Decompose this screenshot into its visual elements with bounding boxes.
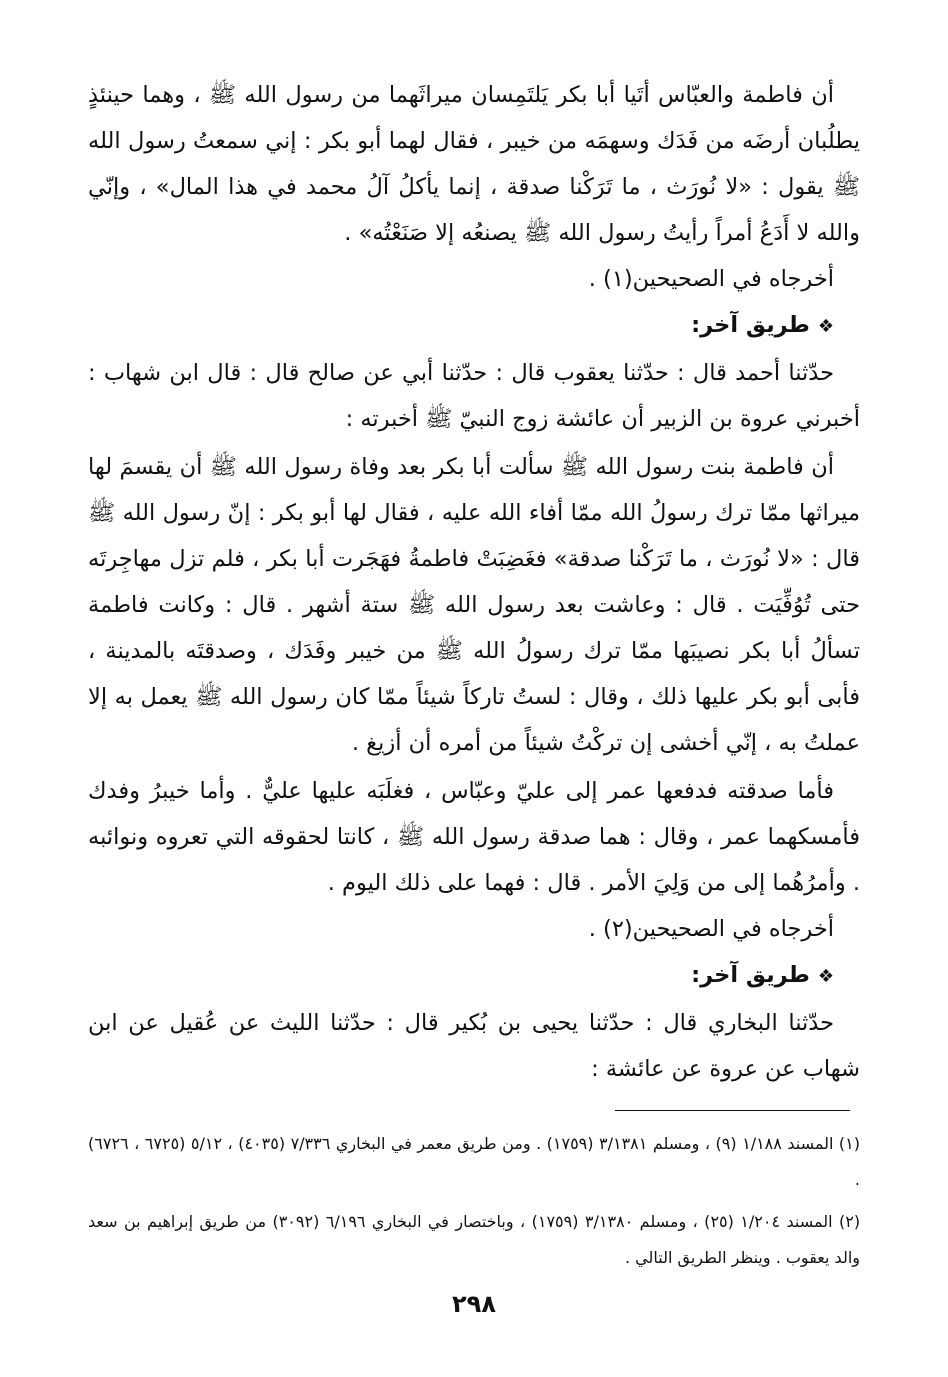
paragraph-2: أخرجاه في الصحيحين(١) . [588, 266, 834, 292]
heading-text: طريق آخر: [691, 962, 810, 988]
main-text [88, 72, 860, 1092]
diamond-bullet-icon: ❖ [817, 316, 834, 337]
paragraph-7: حدّثنا البخاري قال : حدّثنا يحيى بن بُكير قال : حدّثنا الليث عن عُقيل عن ابن شهاب عن عروة عن عائشة : [88, 1010, 860, 1082]
paragraph-6: أخرجاه في الصحيحين(٢) . [588, 916, 834, 942]
heading-text: طريق آخر: [691, 312, 810, 338]
footnote-divider [615, 1110, 850, 1111]
paragraph-5: فأما صدقته فدفعها عمر إلى عليّ وعبّاس ، فغلَبَه عليها عليٌّ . وأما خيبرُ وفدك فأمسكهما عمر ، وقال : هما صدقة رسول الله ﷺ ، كانتا لحقوقه التي تعروه ونوائبه . وأمرُهُما إلى من وَلِيَ الأمر . قال : فهما على ذلك اليوم . [88, 778, 860, 896]
footnotes [88, 1126, 860, 1282]
section-heading-1 [88, 302, 860, 350]
paragraph-4: أن فاطمة بنت رسول الله ﷺ سألت أبا بكر بعد وفاة رسول الله ﷺ أن يقسمَ لها ميراثها ممّا ترك رسولُ الله ممّا أفاء الله عليه ، فقال لها أبو بكر : إنّ رسول الله ﷺ قال : «لا نُورَث ، ما تَرَكْنا صدقة» فغَضِبَتْ فاطمةُ فهَجَرت أبا بكر ، فلم تزل مهاجِرتَه حتى تُوُفِّيَت . قال : وعاشت بعد رسول الله ﷺ ستة أشهر . قال : وكانت فاطمة تسألُ أبا بكر نصيبَها ممّا ترك رسولُ الله ﷺ من خيبر وفَدَك ، وصدقتَه بالمدينة ، فأبى أبو بكر عليها ذلك ، وقال : لستُ تاركاً شيئاً ممّا كان رسول الله ﷺ يعمل به إلا عملتُ به ، إنّي أخشى إن تركْتُ شيئاً من أمره أن أزيغ . [88, 454, 860, 756]
paragraph-1: أن فاطمة والعبّاس أتَيا أبا بكر يَلتَمِسان ميراثَهما من رسول الله ﷺ ، وهما حينئذٍ يطلُبان أرضَه من فَدَك وسهمَه من خيبر ، فقال لهما أبو بكر : إني سمعتُ رسول الله ﷺ يقول : «لا نُورَث ، ما تَرَكْنا صدقة ، إنما يأكلُ آلُ محمد في هذا المال» ، وإنّي والله لا أَدَعُ أمراً رأيتُ رسول الله ﷺ يصنعُه إلا صَنَعْتُه» . [88, 82, 860, 246]
footnote-2: (٢) المسند ١/٢٠٤ (٢٥) ، ومسلم ٣/١٣٨٠ (١٧٥٩) ، وباختصار في البخاري ٦/١٩٦ (٣٠٩٢) من طريق إبراهيم بن سعد والد يعقوب . وينظر الطريق التالي . [88, 1212, 861, 1267]
footnote-1: (١) المسند ١/١٨٨ (٩) ، ومسلم ٣/١٣٨١ (١٧٥٩) . ومن طريق معمر في البخاري ٧/٣٣٦ (٤٠٣٥) ، ٥/١٢ (٦٧٢٥ ، ٦٧٢٦) . [88, 1134, 860, 1189]
section-heading-2 [88, 952, 860, 1000]
diamond-bullet-icon: ❖ [817, 966, 834, 987]
page-number: ٢٩٨ [452, 1290, 496, 1318]
paragraph-3: حدّثنا أحمد قال : حدّثنا يعقوب قال : حدّثنا أبي عن صالح قال : قال ابن شهاب : أخبرني عروة بن الزبير أن عائشة زوج النبيّ ﷺ أخبرته : [88, 360, 860, 432]
